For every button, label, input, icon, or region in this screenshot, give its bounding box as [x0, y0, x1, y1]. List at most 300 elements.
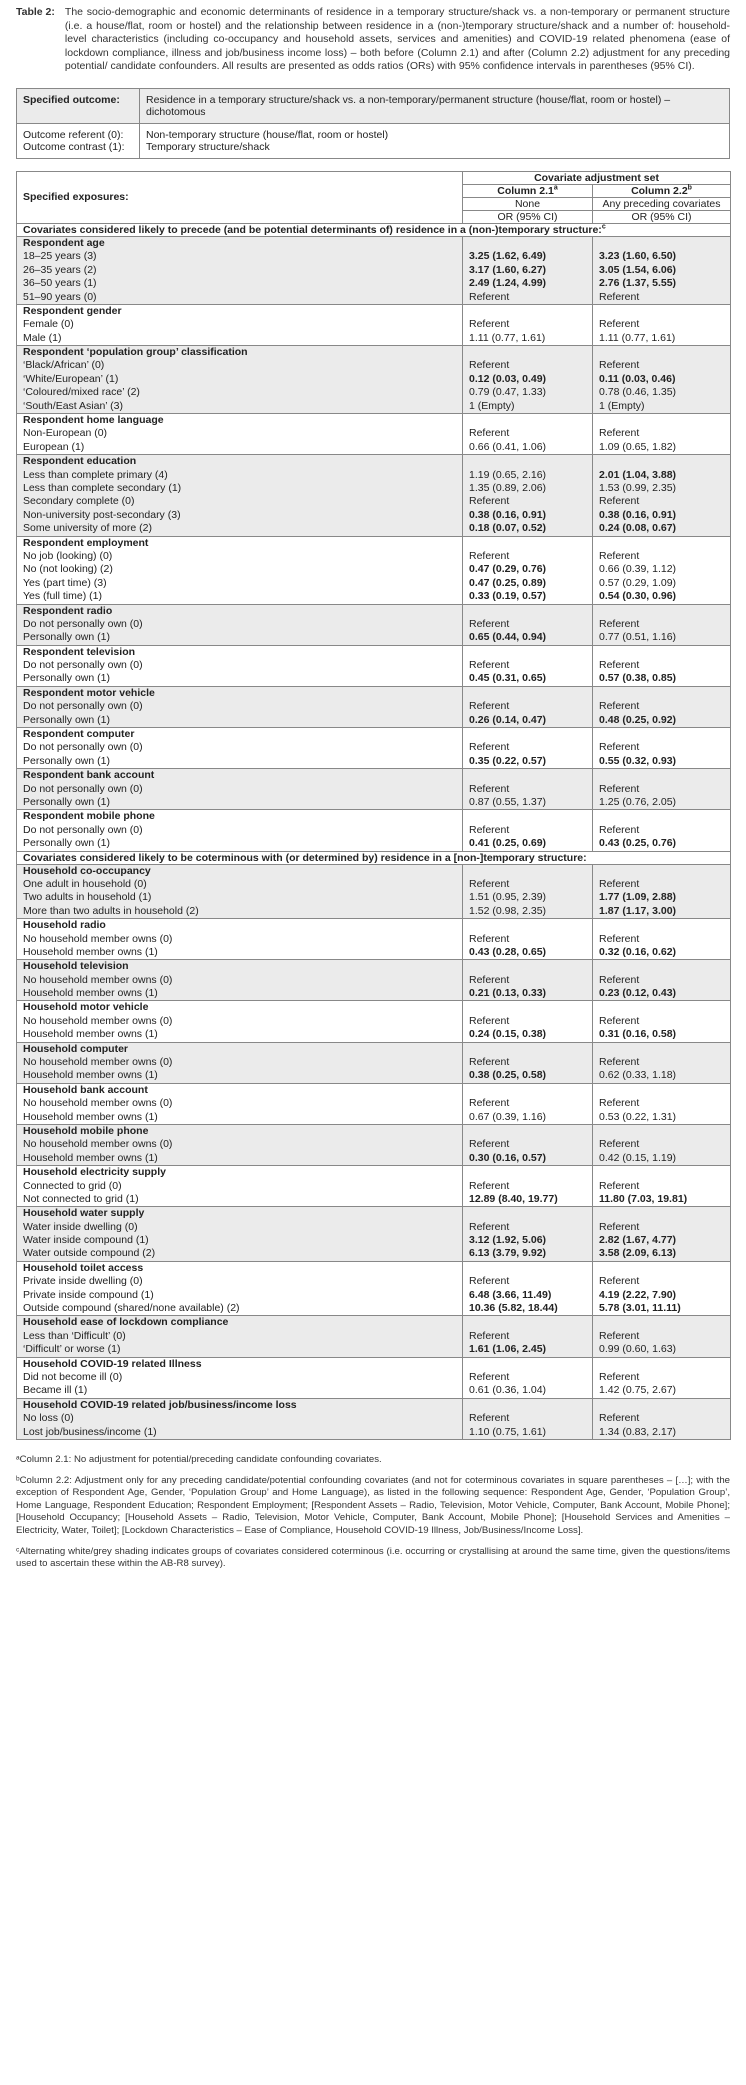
col1-values: [463, 1166, 593, 1207]
col2-values: [593, 1083, 731, 1124]
group-title: Household water supply: [23, 1207, 145, 1220]
page: [16, 0, 730, 1589]
col2-or-value: 0.55 (0.32, 0.93): [599, 754, 677, 767]
category-label: Not connected to grid (1): [23, 1192, 139, 1205]
category-label: Household member owns (1): [23, 987, 158, 1000]
col1-or-value: 1.61 (1.06, 2.45): [469, 1343, 547, 1356]
covariate-labels: [17, 304, 463, 345]
category-label: Water outside compound (2): [23, 1247, 156, 1260]
col1-or-value: 1.35 (0.89, 2.06): [469, 482, 547, 494]
footnote-b: ᵇColumn 2.2: Adjustment only for any preceding candidate/potential confounding covariates (and not for coterminous covariates in square parentheses – […]; with the exception of Respondent Age, Gender, ‘Population Group’ and Home Language), as listed in the following sequence: Respondent Age, Gender, ‘Population Group’, Home Language, Respondent Education; Respondent Employment; [Respondent Assets – Radio, Television, Motor Vehicle, Computer, Bank Account, Mobile Phone]; [Household Occupancy; [Household Assets – Radio, Television, Motor Vehicle, Computer, Bank Account, Mobile Phone]; [Household Services and Amenities – Electricity, Water, Toilet]; [Lockdown Characteristics – Ease of Compliance, Household COVID-19 Illness, Job/Business/Income Loss].: [16, 1474, 730, 1536]
covariate-labels: [17, 1357, 463, 1398]
section-1-header: [17, 223, 731, 236]
group-title: Household bank account: [23, 1083, 148, 1096]
category-label: Do not personally own (0): [23, 741, 143, 754]
group-title: Respondent computer: [23, 728, 135, 741]
col2-or-value: 0.54 (0.30, 0.96): [599, 590, 677, 603]
col2-values: [593, 960, 731, 1001]
col2-or-value: 0.53 (0.22, 1.31): [599, 1110, 677, 1123]
col1-or-value: 0.12 (0.03, 0.49): [469, 372, 547, 385]
covariate-group: [17, 769, 731, 810]
col1-or-value: 0.45 (0.31, 0.65): [469, 672, 547, 685]
spec-contrast-value: Temporary structure/shack: [146, 140, 270, 153]
group-title: Household toilet access: [23, 1261, 144, 1274]
col1-or-value: 12.89 (8.40, 19.77): [469, 1192, 558, 1205]
col1-or-value: Referent: [469, 427, 510, 440]
group-title: Respondent mobile phone: [23, 810, 155, 823]
category-label: Less than complete secondary (1): [23, 482, 182, 494]
covariate-group: [17, 1083, 731, 1124]
spec-ref-values: [140, 123, 730, 158]
col2-or-value: 0.57 (0.29, 1.09): [599, 576, 677, 589]
col1-values: [463, 1207, 593, 1262]
col1-or-value: 0.30 (0.16, 0.57): [469, 1151, 547, 1164]
covariate-group: [17, 236, 731, 304]
covariate-group: [17, 1261, 731, 1316]
col1-or-value: 0.35 (0.22, 0.57): [469, 754, 547, 767]
category-label: Personally own (1): [23, 672, 110, 685]
category-label: Household member owns (1): [23, 1069, 158, 1082]
group-title: Household mobile phone: [23, 1124, 149, 1137]
category-label: Personally own (1): [23, 631, 110, 644]
covariate-group: [17, 414, 731, 455]
covariate-labels: [17, 1042, 463, 1083]
col2-or-value: 0.23 (0.12, 0.43): [599, 987, 677, 1000]
col1-values: [463, 645, 593, 686]
col1-or-value: Referent: [469, 700, 510, 713]
col2-or-value: Referent: [599, 700, 640, 713]
category-label: Private inside dwelling (0): [23, 1275, 143, 1288]
covariate-labels: [17, 536, 463, 604]
group-title: Household electricity supply: [23, 1166, 166, 1179]
category-label: Household member owns (1): [23, 1028, 158, 1041]
group-title: Household radio: [23, 919, 106, 932]
col1-header: Column 2.1$^a$: [463, 184, 593, 197]
category-label: Do not personally own (0): [23, 617, 143, 630]
col2-or-value: 0.62 (0.33, 1.18): [599, 1069, 677, 1082]
col2-or-value: 4.19 (2.22, 7.90): [599, 1288, 677, 1301]
col1-or-value: 0.38 (0.25, 0.58): [469, 1069, 547, 1082]
category-label: Do not personally own (0): [23, 823, 143, 836]
col2-values: [593, 769, 731, 810]
category-label: No household member owns (0): [23, 932, 173, 945]
col2-or-value: 1.77 (1.09, 2.88): [599, 891, 677, 904]
col1-or-value: 0.67 (0.39, 1.16): [469, 1110, 547, 1123]
col1-or-value: 3.17 (1.60, 6.27): [469, 263, 547, 276]
col1-values: [463, 1316, 593, 1357]
spec-outcome-label: Specified outcome:: [17, 88, 140, 123]
col1-values: [463, 1083, 593, 1124]
col2-or-value: 0.11 (0.03, 0.46): [599, 372, 676, 385]
col1-or-value: Referent: [469, 617, 510, 630]
col2-or-value: Referent: [599, 1179, 640, 1192]
covariate-labels: [17, 414, 463, 455]
col2-or-value: Referent: [599, 877, 640, 890]
spec-referent-value: Non-temporary structure (house/flat, room or hostel): [146, 128, 389, 141]
col1-or-value: Referent: [469, 1329, 510, 1342]
col1-or-value: 0.18 (0.07, 0.52): [469, 522, 547, 535]
results-table: [16, 171, 731, 1440]
col2-or-value: Referent: [599, 318, 640, 331]
category-label: More than two adults in household (2): [23, 904, 199, 917]
covariate-group: [17, 1207, 731, 1262]
group-title: Household motor vehicle: [23, 1001, 149, 1014]
col2-or-value: 1 (Empty): [599, 399, 645, 412]
col1-values: [463, 769, 593, 810]
group-title: Household COVID-19 related Illness: [23, 1357, 202, 1370]
col1-or-value: 0.61 (0.36, 1.04): [469, 1384, 547, 1397]
category-label: Do not personally own (0): [23, 782, 143, 795]
category-label: ‘Black/African’ (0): [23, 359, 105, 372]
col1-or-value: 3.12 (1.92, 5.06): [469, 1234, 547, 1247]
category-label: Non-European (0): [23, 427, 108, 440]
spec-row-outcome: [17, 88, 730, 123]
col1-values: [463, 864, 593, 919]
col1-or-value: Referent: [469, 1275, 510, 1288]
col2-values: [593, 1261, 731, 1316]
spec-contrast-label: Outcome contrast (1):: [23, 140, 125, 153]
category-label: Private inside compound (1): [23, 1288, 154, 1301]
category-label: Water inside dwelling (0): [23, 1220, 138, 1233]
category-label: Personally own (1): [23, 713, 110, 726]
col1-values: [463, 810, 593, 851]
group-title: Respondent bank account: [23, 769, 155, 782]
col1-or-value: Referent: [469, 659, 510, 672]
col2-values: [593, 1207, 731, 1262]
col2-or-value: 0.99 (0.60, 1.63): [599, 1343, 677, 1356]
covariate-group: [17, 304, 731, 345]
col1-values: [463, 1042, 593, 1083]
col2-or-value: 1.87 (1.17, 3.00): [599, 904, 677, 917]
col2-or-value: Referent: [599, 973, 640, 986]
col1-or-value: 0.24 (0.15, 0.38): [469, 1028, 547, 1041]
col2-or-value: 0.78 (0.46, 1.35): [599, 386, 677, 399]
col1-or-value: Referent: [469, 782, 510, 795]
table-label: Table 2:: [16, 6, 55, 18]
col2-values: [593, 810, 731, 851]
footnote-c: ᶜAlternating white/grey shading indicates groups of covariates considered coterminous (i.e. occurring or crystallising at around the same time, given the questions/items used to ascertain these within the AB-R8 survey).: [16, 1545, 730, 1570]
category-label: ‘Coloured/mixed race’ (2): [23, 386, 140, 399]
category-label: Less than ‘Difficult’ (0): [23, 1329, 126, 1342]
col2-or-value: 0.38 (0.16, 0.91): [599, 508, 677, 521]
covariate-group: [17, 919, 731, 960]
category-label: No household member owns (0): [23, 1097, 173, 1110]
covariate-labels: [17, 236, 463, 304]
col2-or-value: Referent: [599, 823, 640, 836]
col1-values: [463, 919, 593, 960]
group-title: Respondent television: [23, 645, 136, 658]
category-label: Secondary complete (0): [23, 495, 135, 508]
col2-values: [593, 728, 731, 769]
col2-values: [593, 645, 731, 686]
col2-or-value: 0.24 (0.08, 0.67): [599, 522, 677, 535]
covariate-labels: [17, 1207, 463, 1262]
col2-or-value: Referent: [599, 290, 640, 303]
category-label: Two adults in household (1): [23, 891, 152, 904]
col2-or-value: 0.42 (0.15, 1.19): [599, 1151, 677, 1164]
col1-or-value: 1 (Empty): [469, 399, 515, 412]
category-label: 18–25 years (3): [23, 250, 97, 263]
category-label: Outside compound (shared/none available) (2): [23, 1302, 240, 1315]
col2-values: [593, 304, 731, 345]
col1-or-value: 2.49 (1.24, 4.99): [469, 277, 547, 290]
category-label: Personally own (1): [23, 837, 110, 850]
section-2-header: [17, 851, 731, 864]
spec-referent-label: Outcome referent (0):: [23, 128, 124, 141]
col1-or-value: 6.13 (3.79, 9.92): [469, 1247, 547, 1260]
col2-or-value: 1.34 (0.83, 2.17): [599, 1425, 677, 1438]
category-label: Male (1): [23, 331, 62, 344]
covariate-labels: [17, 810, 463, 851]
col1-or-value: 0.43 (0.28, 0.65): [469, 945, 547, 958]
category-label: ‘Difficult’ or worse (1): [23, 1343, 121, 1356]
footnotes: [16, 1454, 730, 1571]
col1-or-value: Referent: [469, 290, 510, 303]
col2-or-value: 11.80 (7.03, 19.81): [599, 1192, 688, 1205]
col2-or-value: Referent: [599, 617, 640, 630]
covariate-group: [17, 1001, 731, 1042]
col2-or-value: 0.31 (0.16, 0.58): [599, 1028, 677, 1041]
header-row-set: [17, 171, 731, 184]
category-label: Do not personally own (0): [23, 659, 143, 672]
col1-or-value: 3.25 (1.62, 6.49): [469, 250, 547, 263]
category-label: Did not become ill (0): [23, 1371, 123, 1383]
col1-values: [463, 236, 593, 304]
category-label: No household member owns (0): [23, 973, 173, 986]
covariate-group: [17, 604, 731, 645]
col2-or-value: Referent: [599, 495, 640, 508]
col1-values: [463, 346, 593, 414]
col2-values: [593, 455, 731, 536]
col2-or-value: Referent: [599, 549, 640, 562]
col1-or-label: OR (95% CI): [463, 210, 593, 223]
category-label: Became ill (1): [23, 1384, 88, 1397]
covariate-labels: [17, 1166, 463, 1207]
col1-or-value: 0.87 (0.55, 1.37): [469, 795, 547, 808]
category-label: Some university of more (2): [23, 522, 152, 535]
covariate-labels: [17, 1001, 463, 1042]
col2-values: [593, 346, 731, 414]
col1-or-value: 0.47 (0.29, 0.76): [469, 563, 547, 576]
col2-values: [593, 1357, 731, 1398]
covariate-labels: [17, 455, 463, 536]
category-label: Less than complete primary (4): [23, 468, 168, 481]
category-label: 36–50 years (1): [23, 277, 97, 290]
col1-values: [463, 604, 593, 645]
group-title: Household co-occupancy: [23, 864, 151, 877]
col2-or-value: 0.66 (0.39, 1.12): [599, 563, 677, 576]
col2-or-value: Referent: [599, 427, 640, 440]
col1-values: [463, 728, 593, 769]
col1-or-value: Referent: [469, 495, 510, 508]
col2-or-value: 0.57 (0.38, 0.85): [599, 672, 677, 685]
col1-or-value: 1.11 (0.77, 1.61): [469, 331, 546, 344]
col2-or-value: Referent: [599, 932, 640, 945]
col1-values: [463, 960, 593, 1001]
col2-or-value: Referent: [599, 1371, 640, 1383]
col1-or-value: Referent: [469, 932, 510, 945]
covariate-group: [17, 455, 731, 536]
col2-or-value: 1.42 (0.75, 2.67): [599, 1384, 677, 1397]
covariate-labels: [17, 1316, 463, 1357]
col2-or-value: 3.05 (1.54, 6.06): [599, 263, 677, 276]
col1-or-value: Referent: [469, 1220, 510, 1233]
col2-values: [593, 1166, 731, 1207]
category-label: Do not personally own (0): [23, 700, 143, 713]
col1-or-value: Referent: [469, 1179, 510, 1192]
col2-values: [593, 1124, 731, 1165]
col2-or-value: Referent: [599, 1056, 640, 1069]
col2-values: [593, 1042, 731, 1083]
col2-values: [593, 864, 731, 919]
covariate-group: [17, 1357, 731, 1398]
col1-values: [463, 1398, 593, 1439]
category-label: Yes (part time) (3): [23, 576, 107, 589]
group-title: Respondent education: [23, 455, 137, 468]
col1-or-value: 0.33 (0.19, 0.57): [469, 590, 547, 603]
col2-or-value: 1.11 (0.77, 1.61): [599, 331, 676, 344]
covariate-group: [17, 960, 731, 1001]
col1-or-value: 0.47 (0.25, 0.89): [469, 576, 547, 589]
col1-or-value: Referent: [469, 1138, 510, 1151]
category-label: Household member owns (1): [23, 1151, 158, 1164]
covariate-set-label: Covariate adjustment set: [463, 171, 731, 184]
col2-or-value: 3.23 (1.60, 6.50): [599, 250, 677, 263]
col1-or-value: Referent: [469, 1412, 510, 1425]
col2-or-value: Referent: [599, 782, 640, 795]
section-2-title: Covariates considered likely to be coterminous with (or determined by) residence in a [non-]temporary structure:: [17, 851, 731, 864]
category-label: No household member owns (0): [23, 1014, 173, 1027]
category-label: No household member owns (0): [23, 1056, 173, 1069]
section-1-title: Covariates considered likely to precede (and be potential determinants of) residence in a (non-)temporary structure:$^c$: [17, 223, 731, 236]
col2-values: [593, 1316, 731, 1357]
category-label: Connected to grid (0): [23, 1179, 122, 1192]
covariate-labels: [17, 919, 463, 960]
col1-or-value: Referent: [469, 973, 510, 986]
col2-values: [593, 414, 731, 455]
covariate-group: [17, 1316, 731, 1357]
col2-or-value: 0.32 (0.16, 0.62): [599, 945, 677, 958]
col2-or-value: Referent: [599, 1014, 640, 1027]
covariate-labels: [17, 769, 463, 810]
group-title: Household television: [23, 960, 129, 973]
category-label: No loss (0): [23, 1412, 74, 1425]
col1-or-value: 0.79 (0.47, 1.33): [469, 386, 547, 399]
covariate-group: [17, 536, 731, 604]
col2-or-value: 1.53 (0.99, 2.35): [599, 482, 677, 494]
col1-or-value: Referent: [469, 359, 510, 372]
covariate-group: [17, 686, 731, 727]
col1-values: [463, 304, 593, 345]
group-title: Respondent employment: [23, 536, 149, 549]
covariate-group: [17, 1398, 731, 1439]
col2-or-value: 0.43 (0.25, 0.76): [599, 837, 677, 850]
category-label: ‘South/East Asian’ (3): [23, 399, 123, 412]
category-label: Yes (full time) (1): [23, 590, 102, 603]
col1-values: [463, 1001, 593, 1042]
outcome-spec-table: [16, 88, 730, 159]
group-title: Household ease of lockdown compliance: [23, 1316, 229, 1329]
covariate-labels: [17, 1083, 463, 1124]
category-label: 26–35 years (2): [23, 263, 97, 276]
col2-values: [593, 536, 731, 604]
col1-values: [463, 1357, 593, 1398]
col2-or-value: Referent: [599, 1220, 640, 1233]
category-label: Household member owns (1): [23, 945, 158, 958]
col1-or-value: 1.52 (0.98, 2.35): [469, 904, 547, 917]
group-title: Household computer: [23, 1042, 129, 1055]
covariate-group: [17, 645, 731, 686]
group-title: Respondent radio: [23, 604, 113, 617]
col1-or-value: 0.41 (0.25, 0.69): [469, 837, 547, 850]
covariate-labels: [17, 960, 463, 1001]
category-label: No household member owns (0): [23, 1138, 173, 1151]
group-title: Respondent gender: [23, 304, 122, 317]
group-title: Respondent home language: [23, 414, 164, 427]
col2-or-value: 5.78 (3.01, 11.11): [599, 1302, 681, 1315]
col2-or-value: Referent: [599, 741, 640, 754]
col1-values: [463, 1261, 593, 1316]
col1-or-value: Referent: [469, 549, 510, 562]
col2-or-value: Referent: [599, 1412, 640, 1425]
caption-text: The socio-demographic and economic determinants of residence in a temporary structure/shack vs. a non-temporary or permanent structure (i.e. a house/flat, room or hostel) and the relationship between residence in a (non-)temporary structure/shack and a number of: household-level characteristics (including co-occupancy and household assets, services and amenities) and COVID-19 related phenomena (ease of lockdown compliance, illness and job/business income loss) – both before (Column 2.1) and after (Column 2.2) adjustment for any preceding potential/ candidate confounders. All results are presented as odds ratios (ORs) with 95% confidence intervals in parentheses (95% CI).: [64, 6, 730, 73]
col2-or-value: Referent: [599, 1275, 640, 1288]
col1-values: [463, 536, 593, 604]
category-label: Personally own (1): [23, 795, 110, 808]
group-title: Respondent age: [23, 236, 105, 249]
spec-ref-labels: [17, 123, 140, 158]
col2-values: [593, 604, 731, 645]
covariate-group: [17, 728, 731, 769]
category-label: 51–90 years (0): [23, 290, 97, 303]
category-label: European (1): [23, 440, 85, 453]
category-label: ‘White/European’ (1): [23, 372, 119, 385]
col1-or-value: 0.66 (0.41, 1.06): [469, 440, 547, 453]
covariate-labels: [17, 1261, 463, 1316]
col2-or-value: Referent: [599, 359, 640, 372]
col2-or-value: Referent: [599, 1138, 640, 1151]
covariate-labels: [17, 645, 463, 686]
category-label: No (not looking) (2): [23, 563, 113, 576]
col1-or-value: 6.48 (3.66, 11.49): [469, 1288, 552, 1301]
col2-values: [593, 1398, 731, 1439]
covariate-labels: [17, 1398, 463, 1439]
col1-or-value: 1.19 (0.65, 2.16): [469, 468, 547, 481]
category-label: No job (looking) (0): [23, 549, 113, 562]
exposures-label: Specified exposures:: [17, 171, 463, 223]
col2-or-value: 1.09 (0.65, 1.82): [599, 440, 677, 453]
col1-values: [463, 414, 593, 455]
col2-or-value: Referent: [599, 1097, 640, 1110]
col1-or-value: Referent: [469, 823, 510, 836]
col2-values: [593, 236, 731, 304]
covariate-labels: [17, 728, 463, 769]
col1-adjustment: None: [463, 197, 593, 210]
category-label: Lost job/business/income (1): [23, 1425, 157, 1438]
group-title: Respondent ‘population group’ classification: [23, 346, 248, 359]
category-label: Water inside compound (1): [23, 1234, 149, 1247]
col1-values: [463, 686, 593, 727]
col2-or-value: 1.25 (0.76, 2.05): [599, 795, 677, 808]
col1-or-value: Referent: [469, 741, 510, 754]
col1-or-value: 0.21 (0.13, 0.33): [469, 987, 547, 1000]
covariate-group: [17, 1124, 731, 1165]
col1-or-value: 0.65 (0.44, 0.94): [469, 631, 547, 644]
covariate-group: [17, 810, 731, 851]
covariate-labels: [17, 346, 463, 414]
category-label: Non-university post-secondary (3): [23, 508, 181, 521]
covariate-group: [17, 346, 731, 414]
